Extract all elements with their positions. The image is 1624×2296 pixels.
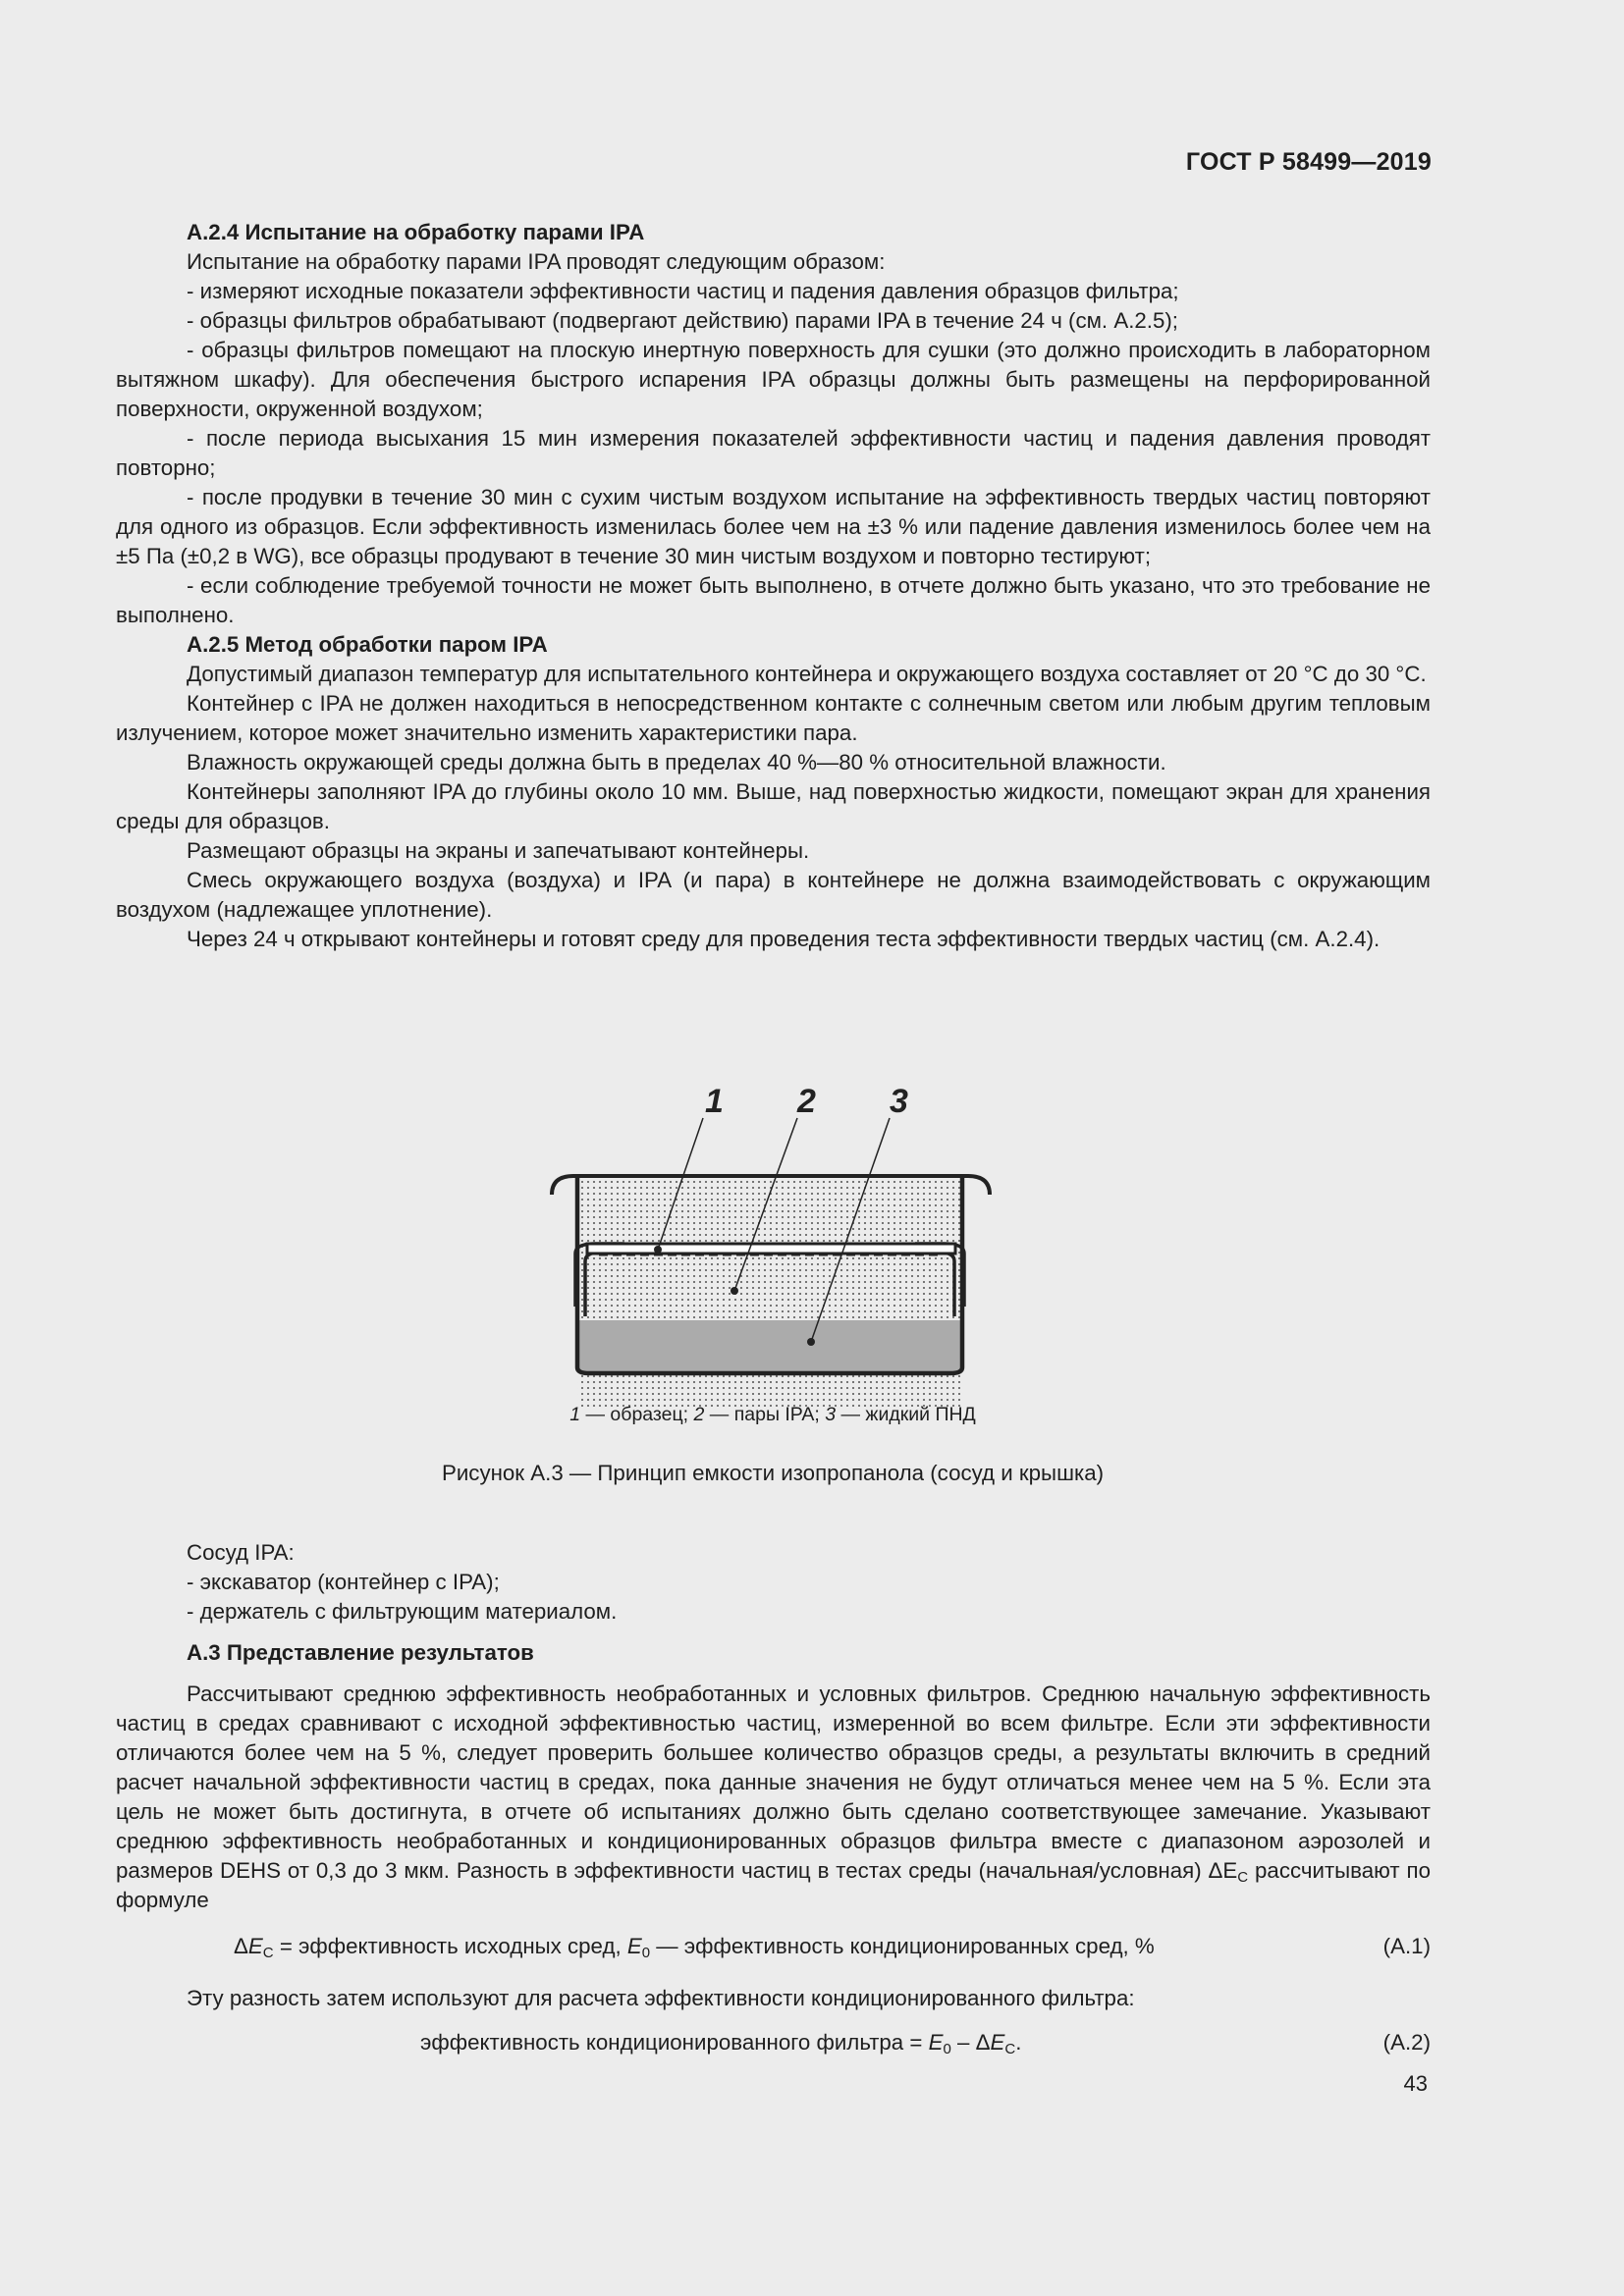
page-number: 43 [1403,2071,1428,2096]
legend-num: 1 [569,1404,581,1425]
subscript: C [1004,2041,1016,2057]
a24-item: - после продувки в течение 30 мин с сухим чистым воздухом испытание на эффективность твердых частиц повторяют для одного из образцов. Если эффективность изменилась более чем на ±3 % или падение давления изменилось более чем на ±5 Па (±0,2 в WG), все образцы продувают в течение 30 мин чистым воздухом и повторно тестируют; [116,485,1431,568]
vessel-item: - экскаватор (контейнер с IPA); [187,1570,500,1594]
vessel-title: Сосуд IPA: [187,1540,295,1565]
a24-item: - измеряют исходные показатели эффективности частиц и падения давления образцов фильтра; [187,279,1179,303]
formula-text: . [1015,2030,1022,2055]
formula-text: эффективность кондиционированного фильтра = [420,2030,929,2055]
var-e: E [626,1934,642,1958]
callout-1: 1 [705,1083,724,1120]
formula-text: – Δ [950,2030,991,2055]
var-e: E [990,2030,1005,2055]
heading-a3: А.3 Представление результатов [187,1640,534,1665]
legend-text: — жидкий ПНД [836,1404,976,1425]
section-a24-a25 [116,218,1431,954]
a25-paragraph: Размещают образцы на экраны и запечатывают контейнеры. [187,838,810,863]
subscript: 0 [641,1945,651,1961]
formula-text: — эффективность кондиционированных сред, % [650,1934,1155,1958]
between-text: Эту разность затем используют для расчета эффективности кондиционированного фильтра: [187,1986,1135,2010]
a24-item: - образцы фильтров помещают на плоскую инертную поверхность для сушки (это должно происходить в лабораторном вытяжном шкафу). Для обеспечения быстрого испарения IPA образцы должны быть размещены на перфорированной поверхности, окруженной воздухом; [116,338,1431,421]
a24-item: - после периода высыхания 15 мин измерения показателей эффективности частиц и падения давления проводят повторно; [116,426,1431,480]
callout-2: 2 [797,1083,816,1120]
a25-paragraph: Смесь окружающего воздуха (воздуха) и IPA (и пара) в контейнере не должна взаимодействовать с окружающим воздухом (надлежащее уплотнение). [116,868,1431,922]
subscript: C [262,1945,274,1961]
heading-a24: А.2.4 Испытание на обработку парами IPA [187,220,645,244]
a24-item: - если соблюдение требуемой точности не может быть выполнено, в отчете должно быть указано, что это требование не выполнено. [116,573,1431,627]
callout-3: 3 [890,1083,908,1120]
formula-text: = эффективность исходных сред, [273,1934,627,1958]
formula-a2-body [420,2028,1021,2057]
formula-a2-number: (А.2) [1382,2030,1431,2055]
a25-paragraph: Влажность окружающей среды должна быть в пределах 40 %—80 % относительной влажности. [187,750,1166,774]
var-e: E [247,1934,263,1958]
section-vessel-a3 [116,1538,1431,1915]
liquid-layer [577,1320,962,1373]
subscript: C [1237,1869,1249,1886]
figure-legend [0,1404,1545,1426]
delta-symbol: Δ [234,1934,248,1958]
subscript: 0 [943,2041,951,2057]
a3-paragraph [116,1680,1431,1915]
a25-paragraph: Через 24 ч открывают контейнеры и готовят среду для проведения теста эффективности твердых частиц (см. А.2.4). [187,927,1380,951]
a25-paragraph: Допустимый диапазон температур для испытательного контейнера и окружающего воздуха составляет от 20 °С до 30 °С. [187,662,1427,686]
legend-text: — пары IPA; [704,1404,826,1425]
formula-a1-body [234,1932,1155,1961]
legend-num: 2 [693,1404,705,1425]
a3-paragraph-text: Рассчитывают среднюю эффективность необработанных и условных фильтров. Среднюю начальную эффективность частиц в средах сравнивают с исходной эффективностью частиц, измеренной во всем фильтре. Если эти эффективности отличаются более чем на 5 %, следует проверить большее количество образцов среды, а результаты включить в средний расчет начальной эффективности частиц в средах, пока данные значения не будут отличаться менее чем на 5 %. Если эта цель не может быть достигнута, в отчете об испытаниях должно быть сделано соответствующее замечание. Указывают среднюю эффективность необработанных и кондиционированных образцов фильтра вместе с диапазоном аэрозолей и размеров DEHS от 0,3 до 3 мкм. Разность в эффективности частиц в тестах среды (начальная/условная) ΔE [116,1682,1431,1883]
document-header: ГОСТ Р 58499—2019 [1185,148,1432,176]
a24-intro: Испытание на обработку парами IPA проводят следующим образом: [187,249,886,274]
legend-num: 3 [825,1404,837,1425]
figure-ipa-container [538,1073,1009,1407]
a25-paragraph: Контейнер с IPA не должен находиться в непосредственном контакте с солнечным светом или любым другим тепловым излучением, которое может значительно изменить характеристики пара. [116,691,1431,745]
container-diagram [538,1073,1009,1407]
sample-plate [587,1244,955,1254]
var-e: E [928,2030,944,2055]
legend-text: — образец; [580,1404,694,1425]
a3-paragraph-end: рассчитывают по формуле [116,1858,1431,1912]
a24-item: - образцы фильтров обрабатывают (подвергают действию) парами IPA в течение 24 ч (см. А.2.5); [187,308,1178,333]
heading-a25: А.2.5 Метод обработки паром IPA [187,632,548,657]
formula-a1-number: (А.1) [1382,1934,1431,1958]
figure-caption: Рисунок А.3 — Принцип емкости изопропанола (сосуд и крышка) [441,1461,1105,1485]
vessel-item: - держатель с фильтрующим материалом. [187,1599,618,1624]
a25-paragraph: Контейнеры заполняют IPA до глубины около 10 мм. Выше, над поверхностью жидкости, помещают экран для хранения среды для образцов. [116,779,1431,833]
